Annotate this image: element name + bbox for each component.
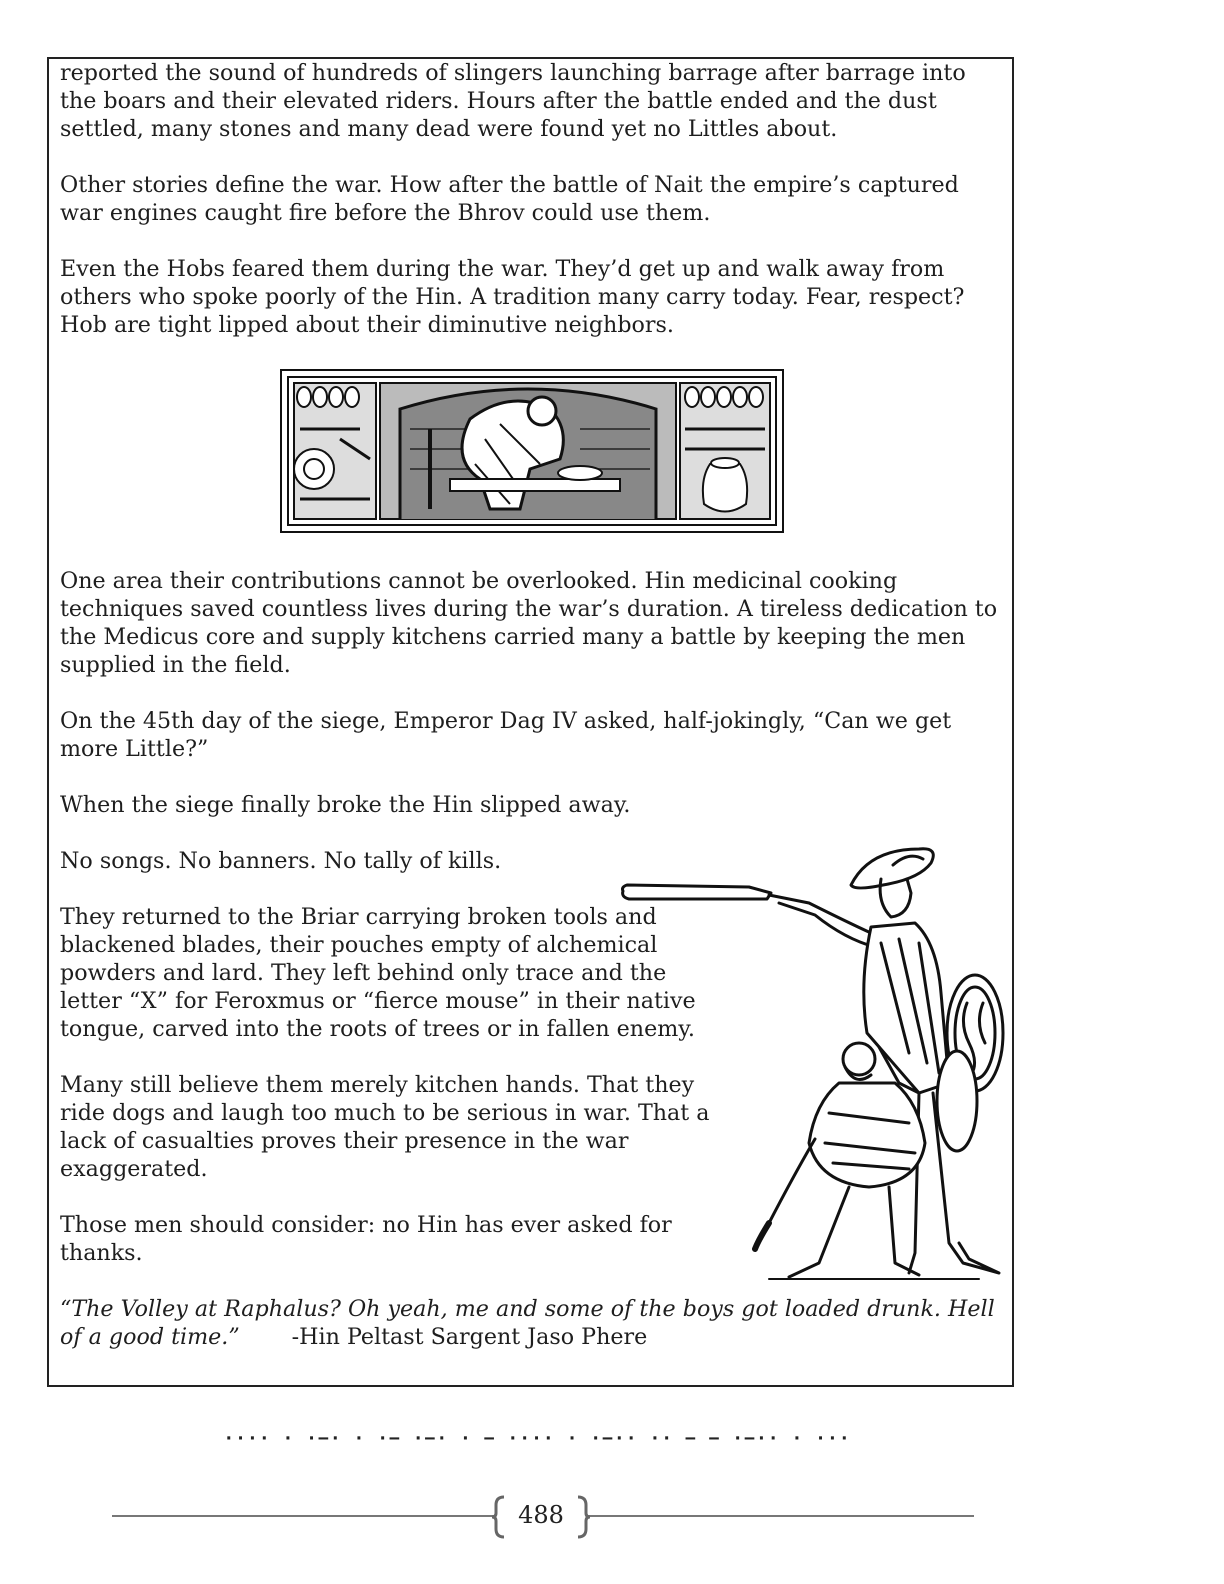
footer-rule-right bbox=[588, 1515, 974, 1517]
paragraph-5: On the 45th day of the siege, Emperor Dag IV asked, half-jokingly, “Can we get more Little?” bbox=[60, 708, 952, 762]
paragraph-3: Even the Hobs feared them during the war. They’d get up and walk away from others who spoke poorly of the Hin. A tradition many carry today. Fear, respect? Hob are tight lipped about their diminutive neighbors. bbox=[60, 256, 965, 338]
footer-rule-left bbox=[112, 1515, 496, 1517]
paragraph-8: They returned to the Briar carrying broken tools and blackened blades, their pouches empty of alchemical powders and lard. They left behind only trace and the letter “X” for Feroxmus or “fierce mouse” in their native tongue, carved into the roots of trees or in fallen enemy. bbox=[60, 904, 696, 1042]
quote-block bbox=[60, 1295, 1005, 1351]
paragraph-1: reported the sound of hundreds of slingers launching barrage after barrage into the boars and their elevated riders. Hours after the battle ended and the dust settled, many stones and many dead were found yet no Littles about. bbox=[60, 60, 966, 142]
greek-soldiers-illustration bbox=[619, 843, 1009, 1283]
paragraph-7: No songs. No banners. No tally of kills. bbox=[60, 848, 502, 874]
content-frame bbox=[47, 57, 1014, 1387]
quote-attribution: -Hin Peltast Sargent Jaso Phere bbox=[291, 1324, 648, 1350]
paragraph-6: When the siege finally broke the Hin slipped away. bbox=[60, 792, 631, 818]
kitchen-engraving-illustration bbox=[280, 369, 784, 533]
paragraph-2: Other stories define the war. How after the battle of Nait the empire’s captured war engines caught fire before the Bhrov could use them. bbox=[60, 172, 959, 226]
paragraph-4: One area their contributions cannot be overlooked. Hin medicinal cooking techniques saved countless lives during the war’s duration. A tireless dedication to the Medicus core and supply kitchens carried many a battle by keeping the men supplied in the field. bbox=[60, 568, 998, 678]
morse-code-line: ···· · ·−· · ·− ·−· · − ···· · ·−·· ·· − − ·−·· · ··· bbox=[223, 1428, 851, 1449]
quote-text: “The Volley at Raphalus? Oh yeah, me and some of the boys got loaded drunk. Hell of a good time.” bbox=[60, 1296, 995, 1350]
paragraph-9: Many still believe them merely kitchen hands. That they ride dogs and laugh too much to be serious in war. That a lack of casualties proves their presence in the war exaggerated. bbox=[60, 1072, 710, 1182]
page-number: 488 bbox=[518, 1501, 564, 1529]
paragraph-10: Those men should consider: no Hin has ever asked for thanks. bbox=[60, 1212, 672, 1266]
